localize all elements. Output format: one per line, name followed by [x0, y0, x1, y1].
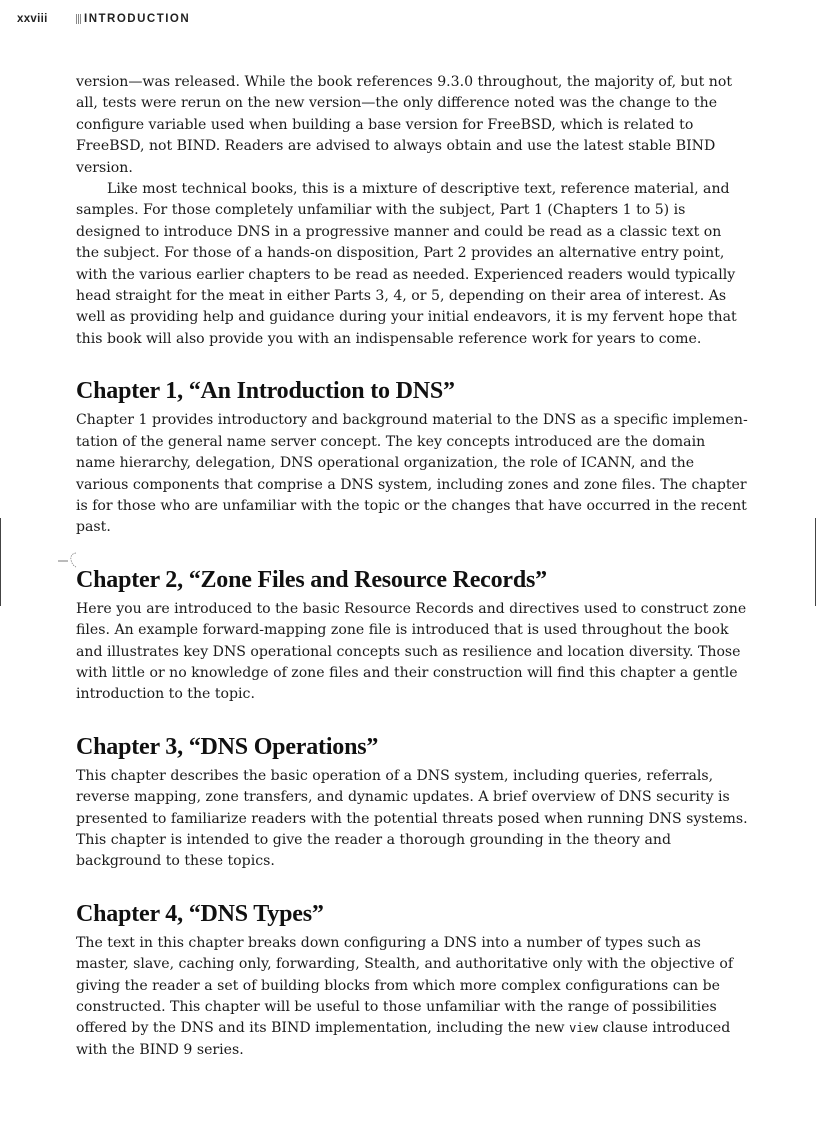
chapter-2-description: Here you are introduced to the basic Resource Records and directives used to construct zone files. An example forward-mapping zone file is introduced that is used throughout the book and illustrates key DNS operational concepts such as resilience and location diversity. Those with little or no knowledge of zone files and their construction will find this chapter a gentle introduction to the topic. [76, 600, 747, 703]
left-margin-bar [0, 518, 1, 606]
chapter-4-description [76, 933, 748, 1061]
chapter-4-heading: Chapter 4, “DNS Types” [76, 900, 324, 927]
view-code-term: view [569, 1021, 598, 1036]
intro-paragraph-1: version—was released. While the book references 9.3.0 throughout, the majority of, but not all, tests were rerun on the new version—the only difference noted was the change to the configure variable used when building a base version for FreeBSD, which is related to FreeBSD, not BIND. Readers are advised to always obtain and use the latest stable BIND version. [76, 74, 733, 176]
chapter-1-heading: Chapter 1, “An Introduction to DNS” [76, 378, 455, 405]
chapter-2-heading: Chapter 2, “Zone Files and Resource Records” [76, 566, 547, 593]
intro-paragraph-2: Like most technical books, this is a mixture of descriptive text, reference material, and samples. For those completely unfamiliar with the subject, Part 1 (Chapters 1 to 5) is designed to introduce DNS in a progressive manner and could be read as a classic text on the subject. For those of a hands-on disposition, Part 2 provides an alternative entry point, with the various earlier chapters to be read as needed. Experienced readers would typically head straight for the meat in either Parts 3, 4, or 5, depending on their area of interest. As well as providing help and guidance during your initial endeavors, it is my fervent hope that this book will also provide you with an indispensable reference work for years to come. [76, 181, 737, 347]
page-content [76, 72, 748, 1061]
chapter-3-description: This chapter describes the basic operation of a DNS system, including queries, referrals, reverse mapping, zone transfers, and dynamic updates. A brief overview of DNS security is presented to familiarize readers with the potential threats posed when running DNS systems. This chapter is intended to give the reader a thorough grounding in the theory and background to these topics. [76, 767, 748, 870]
chapter-1-description: Chapter 1 provides introductory and background material to the DNS as a specific implementation of the general name server concept. The key concepts introduced are the domain name hierarchy, delegation, DNS operational organization, the role of ICANN, and the various components that comprise a DNS system, including zones and zone files. The chapter is for those who are unfamiliar with the topic or the changes that have occurred in the recent past. [76, 412, 748, 536]
crop-mark-icon [58, 552, 78, 574]
section-marker-icon [76, 14, 82, 24]
running-head [17, 13, 190, 25]
page-number: xxviii [17, 13, 48, 25]
section-title: INTRODUCTION [84, 13, 191, 25]
chapter-4-text-start: The text in this chapter breaks down configuring a DNS into a number of types such as master, slave, caching only, forwarding, Stealth, and authoritative only with the objective of giving the reader a set of building blocks from which more complex configurations can be constructed. This chapter will be useful to those unfamiliar with the range of possibilities offered by the DNS and its BIND implementation, including the new [76, 934, 734, 1037]
chapter-4-text-end: clause introduced with the BIND 9 series. [76, 1020, 731, 1058]
chapter-3-heading: Chapter 3, “DNS Operations” [76, 733, 379, 760]
